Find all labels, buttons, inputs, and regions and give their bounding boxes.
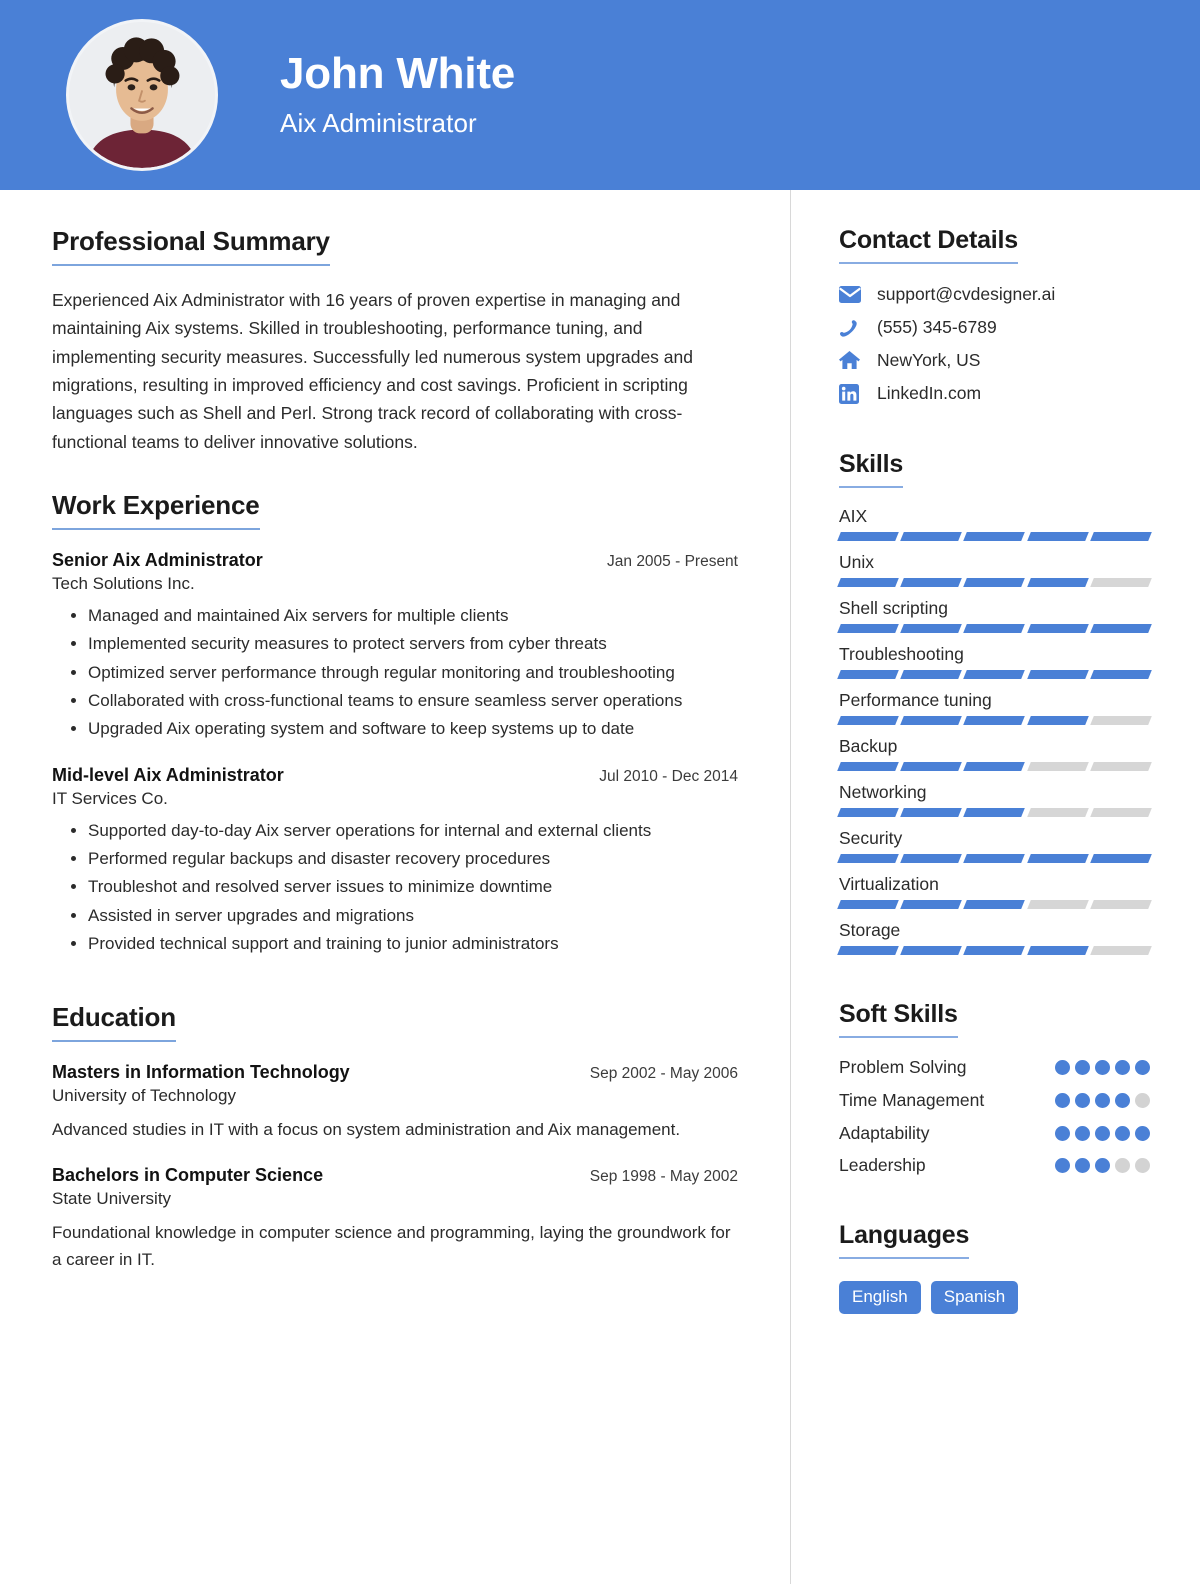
language-tag-list [839, 1281, 1150, 1314]
experience-entry [52, 550, 738, 743]
skill-bar-segment [1027, 578, 1089, 587]
experience-bullets [52, 818, 738, 958]
soft-skill-item [839, 1056, 1150, 1079]
linkedin-icon [839, 384, 865, 404]
home-icon [839, 351, 865, 370]
skill-bar-segment [1090, 578, 1152, 587]
avatar [66, 19, 218, 171]
rating-dot [1135, 1126, 1150, 1141]
rating-dot [1115, 1060, 1130, 1075]
section-languages [839, 1221, 1150, 1314]
skill-bar-segment [964, 670, 1026, 679]
skill-bar-segment [964, 716, 1026, 725]
experience-date: Jan 2005 - Present [607, 553, 738, 571]
soft-skill-item [839, 1122, 1150, 1145]
skill-bar-segment [837, 762, 899, 771]
skill-bar-segment [1090, 716, 1152, 725]
section-heading-soft-skills: Soft Skills [839, 1000, 958, 1038]
experience-title: Senior Aix Administrator [52, 550, 263, 571]
skill-level-bar [839, 946, 1150, 955]
skill-bar-segment [964, 900, 1026, 909]
skill-bar-segment [837, 946, 899, 955]
skill-bar-segment [900, 578, 962, 587]
person-name: John White [280, 49, 516, 99]
bullet-item: • Provided technical support and training to junior administrators [88, 931, 738, 957]
skill-bar-segment [1090, 946, 1152, 955]
skill-bar-segment [1027, 854, 1089, 863]
main-column [0, 190, 791, 1584]
skill-bar-segment [1027, 670, 1089, 679]
soft-skill-rating-dots [1055, 1056, 1150, 1075]
contact-value-location: NewYork, US [877, 350, 981, 370]
skill-label: Troubleshooting [839, 644, 964, 664]
rating-dot [1075, 1093, 1090, 1108]
skill-label: Networking [839, 782, 927, 802]
bullet-item: • Optimized server performance through regular monitoring and troubleshooting [88, 660, 738, 686]
section-work-experience [52, 490, 738, 957]
section-heading-education: Education [52, 1002, 176, 1042]
skill-bar-segment [900, 946, 962, 955]
rating-dot [1095, 1093, 1110, 1108]
skill-bar-segment [1027, 762, 1089, 771]
header-text-block [280, 51, 515, 138]
skill-bar-segment [1027, 808, 1089, 817]
skill-label: Virtualization [839, 874, 939, 894]
skill-bar-segment [837, 624, 899, 633]
skill-label: Performance tuning [839, 690, 992, 710]
experience-entry-header [52, 550, 738, 571]
soft-skill-label: Problem Solving [839, 1057, 967, 1077]
soft-skill-label: Adaptability [839, 1122, 930, 1143]
rating-dot [1095, 1060, 1110, 1075]
skill-item [839, 736, 1150, 771]
skill-bar-segment [837, 854, 899, 863]
skill-label: Backup [839, 736, 898, 756]
skill-item [839, 552, 1150, 587]
bullet-item: • Troubleshot and resolved server issues to minimize downtime [88, 874, 738, 900]
section-soft-skills [839, 1000, 1150, 1177]
skill-bar-segment [964, 578, 1026, 587]
skill-level-bar [839, 670, 1150, 679]
skill-label: Security [839, 828, 903, 848]
skill-bar-segment [1090, 762, 1152, 771]
skill-bar-segment [900, 762, 962, 771]
skill-level-bar [839, 716, 1150, 725]
skill-level-bar [839, 854, 1150, 863]
skill-bar-segment [1027, 900, 1089, 909]
skill-bar-segment [837, 670, 899, 679]
rating-dot [1115, 1093, 1130, 1108]
skill-bar-segment [964, 762, 1026, 771]
skill-item [839, 828, 1150, 863]
education-title: Masters in Information Technology [52, 1061, 350, 1082]
bullet-item: • Implemented security measures to protect servers from cyber threats [88, 631, 738, 657]
experience-entry [52, 765, 738, 958]
education-date: Sep 2002 - May 2006 [589, 1064, 738, 1082]
soft-skill-item [839, 1089, 1150, 1112]
spacer [839, 966, 1150, 1000]
education-description: Advanced studies in IT with a focus on system administration and Aix management. [52, 1119, 681, 1139]
education-organization: State University [52, 1189, 172, 1209]
skill-item [839, 920, 1150, 955]
skill-label: Shell scripting [839, 598, 948, 618]
skill-bar-segment [837, 716, 899, 725]
skill-bar-segment [900, 900, 962, 909]
skills-list [839, 506, 1150, 955]
skill-bar-segment [900, 854, 962, 863]
rating-dot [1135, 1158, 1150, 1173]
skill-bar-segment [1090, 624, 1152, 633]
sidebar-column [791, 190, 1200, 1324]
education-title: Bachelors in Computer Science [52, 1165, 324, 1186]
soft-skill-rating-dots [1055, 1089, 1150, 1108]
contact-value-phone: (555) 345-6789 [877, 317, 997, 337]
skill-bar-segment [900, 624, 962, 633]
resume-body [0, 190, 1200, 1584]
experience-entry-header [52, 765, 738, 786]
section-heading-languages: Languages [839, 1221, 969, 1259]
section-contact-details [839, 226, 1150, 404]
skill-level-bar [839, 808, 1150, 817]
skill-bar-segment [900, 532, 962, 541]
skill-level-bar [839, 578, 1150, 587]
experience-title: Mid-level Aix Administrator [52, 764, 284, 785]
rating-dot [1075, 1060, 1090, 1075]
skill-bar-segment [1027, 716, 1089, 725]
skill-bar-segment [1027, 624, 1089, 633]
contact-list [839, 284, 1150, 404]
section-professional-summary [52, 226, 738, 456]
language-tag: English [839, 1281, 921, 1314]
rating-dot [1055, 1158, 1070, 1173]
bullet-item: • Supported day-to-day Aix server operations for internal and external clients [88, 818, 738, 844]
rating-dot [1115, 1126, 1130, 1141]
skill-label: Unix [839, 552, 875, 572]
skill-bar-segment [900, 670, 962, 679]
skill-label: Storage [839, 920, 901, 940]
contact-value-email: support@cvdesigner.ai [877, 284, 1056, 304]
section-heading-skills: Skills [839, 450, 903, 488]
skill-level-bar [839, 532, 1150, 541]
skill-item [839, 506, 1150, 541]
section-heading-contact: Contact Details [839, 226, 1018, 264]
experience-organization: IT Services Co. [52, 788, 168, 808]
education-description: Foundational knowledge in computer science and programming, laying the groundwork for a career in IT. [52, 1223, 731, 1270]
contact-value-linkedin: LinkedIn.com [877, 383, 982, 403]
skill-bar-segment [837, 532, 899, 541]
phone-icon [839, 318, 865, 338]
skill-item [839, 598, 1150, 633]
soft-skill-rating-dots [1055, 1122, 1150, 1141]
rating-dot [1115, 1158, 1130, 1173]
contact-item-email[interactable] [839, 284, 1150, 305]
bullet-item: • Managed and maintained Aix servers for multiple clients [88, 603, 738, 629]
soft-skill-label: Leadership [839, 1155, 926, 1176]
soft-skill-rating-dots [1055, 1154, 1150, 1173]
education-organization: University of Technology [52, 1085, 236, 1105]
bullet-item: • Performed regular backups and disaster recovery procedures [88, 846, 738, 872]
rating-dot [1075, 1158, 1090, 1173]
education-entry [52, 1062, 738, 1144]
soft-skill-item [839, 1154, 1150, 1177]
education-entry-header [52, 1165, 738, 1186]
education-entry [52, 1165, 738, 1274]
education-date: Sep 1998 - May 2002 [589, 1168, 738, 1186]
skill-item [839, 782, 1150, 817]
section-heading-experience: Work Experience [52, 490, 260, 530]
spacer [52, 980, 738, 1002]
skill-bar-segment [1090, 532, 1152, 541]
skill-bar-segment [837, 578, 899, 587]
skill-bar-segment [964, 532, 1026, 541]
skill-item [839, 690, 1150, 725]
education-entry-header [52, 1062, 738, 1083]
skill-level-bar [839, 624, 1150, 633]
skill-bar-segment [900, 808, 962, 817]
contact-item-linkedin[interactable] [839, 383, 1150, 404]
skill-bar-segment [1027, 532, 1089, 541]
bullet-item: • Assisted in server upgrades and migrations [88, 903, 738, 929]
resume-header [0, 0, 1200, 190]
rating-dot [1055, 1060, 1070, 1075]
skill-label: AIX [839, 506, 868, 526]
envelope-icon [839, 286, 865, 303]
skill-item [839, 644, 1150, 679]
bullet-item: • Collaborated with cross-functional teams to ensure seamless server operations [88, 688, 738, 714]
skill-bar-segment [900, 716, 962, 725]
spacer [839, 416, 1150, 450]
section-skills [839, 450, 1150, 955]
skill-bar-segment [837, 808, 899, 817]
skill-bar-segment [964, 624, 1026, 633]
skill-bar-segment [1090, 854, 1152, 863]
person-job-title: Aix Administrator [280, 107, 477, 138]
contact-item-location[interactable] [839, 350, 1150, 371]
skill-bar-segment [964, 854, 1026, 863]
skill-bar-segment [1090, 808, 1152, 817]
language-tag: Spanish [931, 1281, 1018, 1314]
section-heading-summary: Professional Summary [52, 226, 330, 266]
spacer [839, 1187, 1150, 1221]
rating-dot [1135, 1060, 1150, 1075]
soft-skill-label: Time Management [839, 1089, 985, 1110]
skill-level-bar [839, 762, 1150, 771]
skill-bar-segment [1090, 900, 1152, 909]
rating-dot [1075, 1126, 1090, 1141]
rating-dot [1055, 1126, 1070, 1141]
skill-bar-segment [1090, 670, 1152, 679]
rating-dot [1135, 1093, 1150, 1108]
contact-item-phone[interactable] [839, 317, 1150, 338]
skill-bar-segment [1027, 946, 1089, 955]
bullet-item: • Upgraded Aix operating system and software to keep systems up to date [88, 716, 738, 742]
experience-date: Jul 2010 - Dec 2014 [599, 767, 738, 785]
soft-skills-list [839, 1056, 1150, 1177]
rating-dot [1095, 1158, 1110, 1173]
summary-text: Experienced Aix Administrator with 16 years of proven expertise in managing and maintaining Aix systems. Skilled in troubleshooting, performance tuning, and implementing security measures. Successfully led numerous system upgrades and migrations, resulting in improved efficiency and cost savings. Proficient in scripting languages such as Shell and Perl. Strong track record of collaborating with cross-functional teams to deliver innovative solutions. [52, 290, 693, 452]
skill-item [839, 874, 1150, 909]
experience-organization: Tech Solutions Inc. [52, 574, 195, 594]
rating-dot [1055, 1093, 1070, 1108]
skill-bar-segment [964, 808, 1026, 817]
avatar-photo-icon [69, 22, 215, 168]
skill-level-bar [839, 900, 1150, 909]
rating-dot [1095, 1126, 1110, 1141]
experience-bullets [52, 603, 738, 743]
section-education [52, 1002, 738, 1275]
skill-bar-segment [837, 900, 899, 909]
skill-bar-segment [964, 946, 1026, 955]
